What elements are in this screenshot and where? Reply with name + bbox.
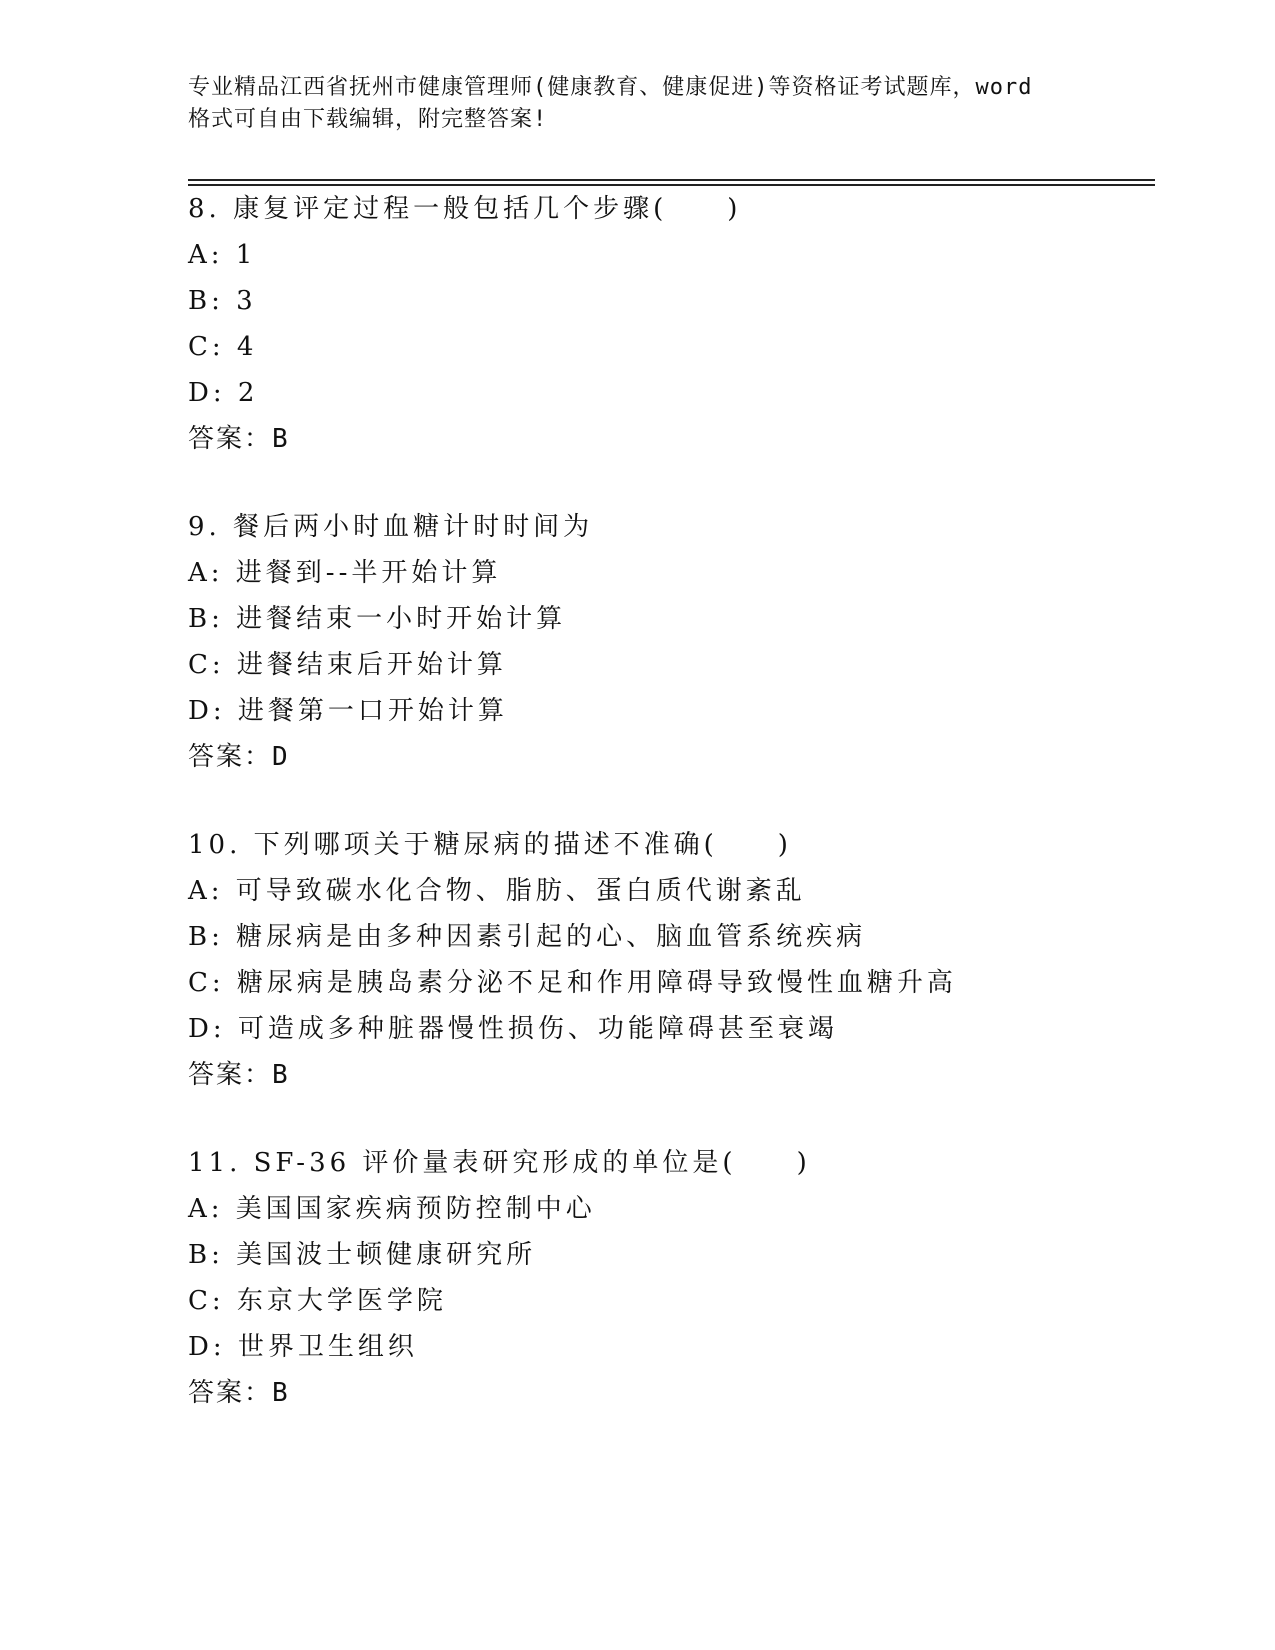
option-d: D: 世界卫生组织 — [188, 1332, 418, 1362]
option-d: D: 可造成多种脏器慢性损伤、功能障碍甚至衰竭 — [188, 1014, 838, 1044]
answer-text: 答案：B — [188, 1060, 290, 1090]
option-d: D: 2 — [188, 378, 259, 408]
question-block-11 — [188, 1140, 811, 1416]
answer-text: 答案：D — [188, 742, 290, 772]
document-header — [188, 72, 1108, 136]
option-c: C: 东京大学医学院 — [188, 1286, 447, 1316]
header-line-2: 格式可自由下载编辑，附完整答案! — [188, 107, 548, 132]
option-b: B: 美国波士顿健康研究所 — [188, 1240, 537, 1270]
question-block-9 — [188, 504, 593, 780]
question-text: 8. 康复评定过程一般包括几个步骤( ) — [188, 194, 742, 224]
question-text: 9. 餐后两小时血糖计时时间为 — [188, 512, 594, 542]
answer-text: 答案：B — [188, 1378, 290, 1408]
question-block-8 — [188, 186, 741, 462]
option-c: C: 糖尿病是胰岛素分泌不足和作用障碍导致慢性血糖升高 — [188, 968, 957, 998]
option-b: B: 糖尿病是由多种因素引起的心、脑血管系统疾病 — [188, 922, 867, 952]
question-block-10 — [188, 822, 957, 1098]
option-b: B: 进餐结束一小时开始计算 — [188, 604, 567, 634]
question-text: 11. SF-36 评价量表研究形成的单位是( ) — [188, 1148, 811, 1178]
answer-text: 答案：B — [188, 424, 290, 454]
option-a: A: 1 — [188, 240, 257, 270]
question-text: 10. 下列哪项关于糖尿病的描述不准确( ) — [188, 830, 792, 860]
option-d: D: 进餐第一口开始计算 — [188, 696, 508, 726]
option-a: A: 进餐到--半开始计算 — [188, 558, 502, 588]
option-a: A: 可导致碳水化合物、脂肪、蛋白质代谢紊乱 — [188, 876, 806, 906]
option-b: B: 3 — [188, 286, 257, 316]
option-a: A: 美国国家疾病预防控制中心 — [188, 1194, 596, 1224]
header-divider-top — [188, 179, 1155, 181]
option-c: C: 进餐结束后开始计算 — [188, 650, 507, 680]
header-line-1: 专业精品江西省抚州市健康管理师(健康教育、健康促进)等资格证考试题库，word — [188, 75, 1033, 100]
option-c: C: 4 — [188, 332, 258, 362]
